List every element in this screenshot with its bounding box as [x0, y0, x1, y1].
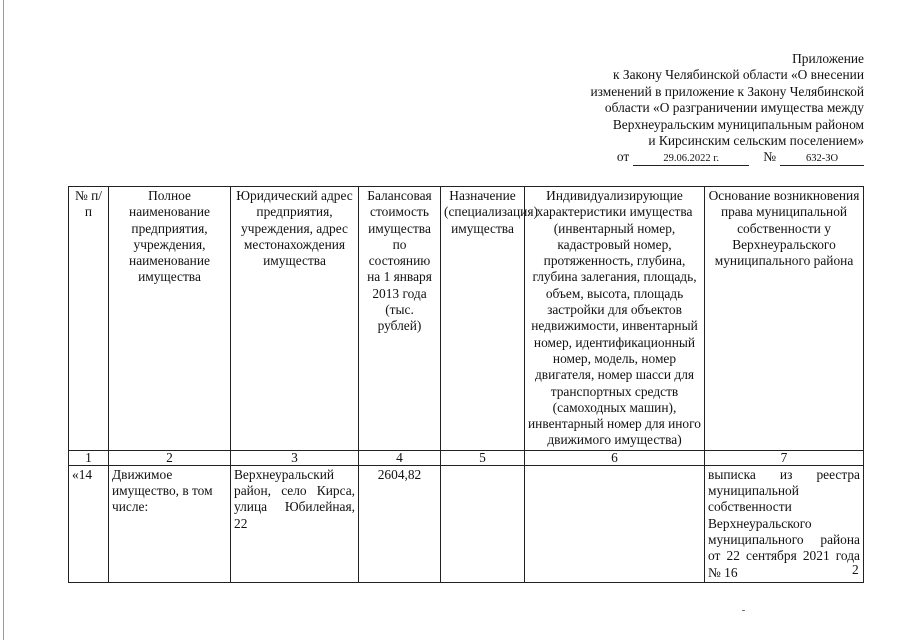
- row-purpose-cell: [441, 465, 525, 582]
- row-value-cell: 2604,82: [359, 465, 441, 582]
- law-date-number-row: [544, 149, 864, 165]
- header-cell-address: Юридический адрес предприятия, учреждения, адрес местонахождения имущества: [231, 187, 359, 451]
- row-basis-cell: выписка из реестра муниципальной собственности Верхнеуральского муниципального района от 22 сентября 2021 года № 16: [705, 465, 864, 582]
- date-value: 29.06.2022 г.: [633, 153, 749, 166]
- header-cell-basis: Основание возникновения права муниципальной собственности у Верхнеуральского муниципального района: [705, 187, 864, 451]
- number-value: 632-ЗО: [780, 153, 864, 166]
- row-characteristics-cell: [525, 465, 705, 582]
- row-number-cell: «14: [69, 465, 109, 582]
- column-number: 6: [525, 450, 705, 465]
- column-number: 1: [69, 450, 109, 465]
- column-number-row: [69, 450, 864, 465]
- appendix-line: Приложение: [792, 51, 864, 66]
- table-row: [69, 465, 864, 582]
- page-number: 2: [852, 562, 859, 577]
- header-cell-number: № п/п: [69, 187, 109, 451]
- header-cell-purpose: Назначение (специализация) имущества: [441, 187, 525, 451]
- column-number: 5: [441, 450, 525, 465]
- appendix-line: Верхнеуральским муниципальным районом: [612, 116, 864, 132]
- appendix-header: [544, 51, 864, 166]
- header-cell-name: Полное наименование предприятия, учреждения, наименование имущества: [109, 187, 231, 451]
- scan-mark: [742, 610, 745, 611]
- appendix-line: и Кирсинским сельским поселением»: [648, 133, 864, 149]
- column-number: 2: [109, 450, 231, 465]
- number-label: №: [763, 149, 776, 165]
- header-cell-value: Балансовая стоимость имущества по состоянию на 1 января 2013 года (тыс. рублей): [359, 187, 441, 451]
- appendix-line: изменений в приложение к Закону Челябинской: [590, 83, 864, 99]
- row-address-cell: Верхнеуральский район, село Кирса, улица Юбилейная, 22: [231, 465, 359, 582]
- column-number: 3: [231, 450, 359, 465]
- date-label: от: [616, 149, 630, 165]
- appendix-line: области «О разграничении имущества между: [604, 100, 864, 116]
- appendix-line: к Закону Челябинской области «О внесении: [613, 67, 864, 83]
- column-number: 4: [359, 450, 441, 465]
- column-number: 7: [705, 450, 864, 465]
- table-header-row: [69, 187, 864, 451]
- header-cell-characteristics: Индивидуализирующие характеристики имущества (инвентарный номер, кадастровый номер, протяженность, глубина, глубина залегания, площадь, объем, высота, площадь застройки для объектов недвижимости, инвентарный номер, идентификационный номер, модель, номер двигателя, номер шасси для транспортных средств (самоходных машин), инвентарный номер для иного движимого имущества): [525, 187, 705, 451]
- scan-edge-line: [3, 0, 4, 640]
- property-table: [68, 186, 864, 583]
- row-name-cell: Движимое имущество, в том числе:: [109, 465, 231, 582]
